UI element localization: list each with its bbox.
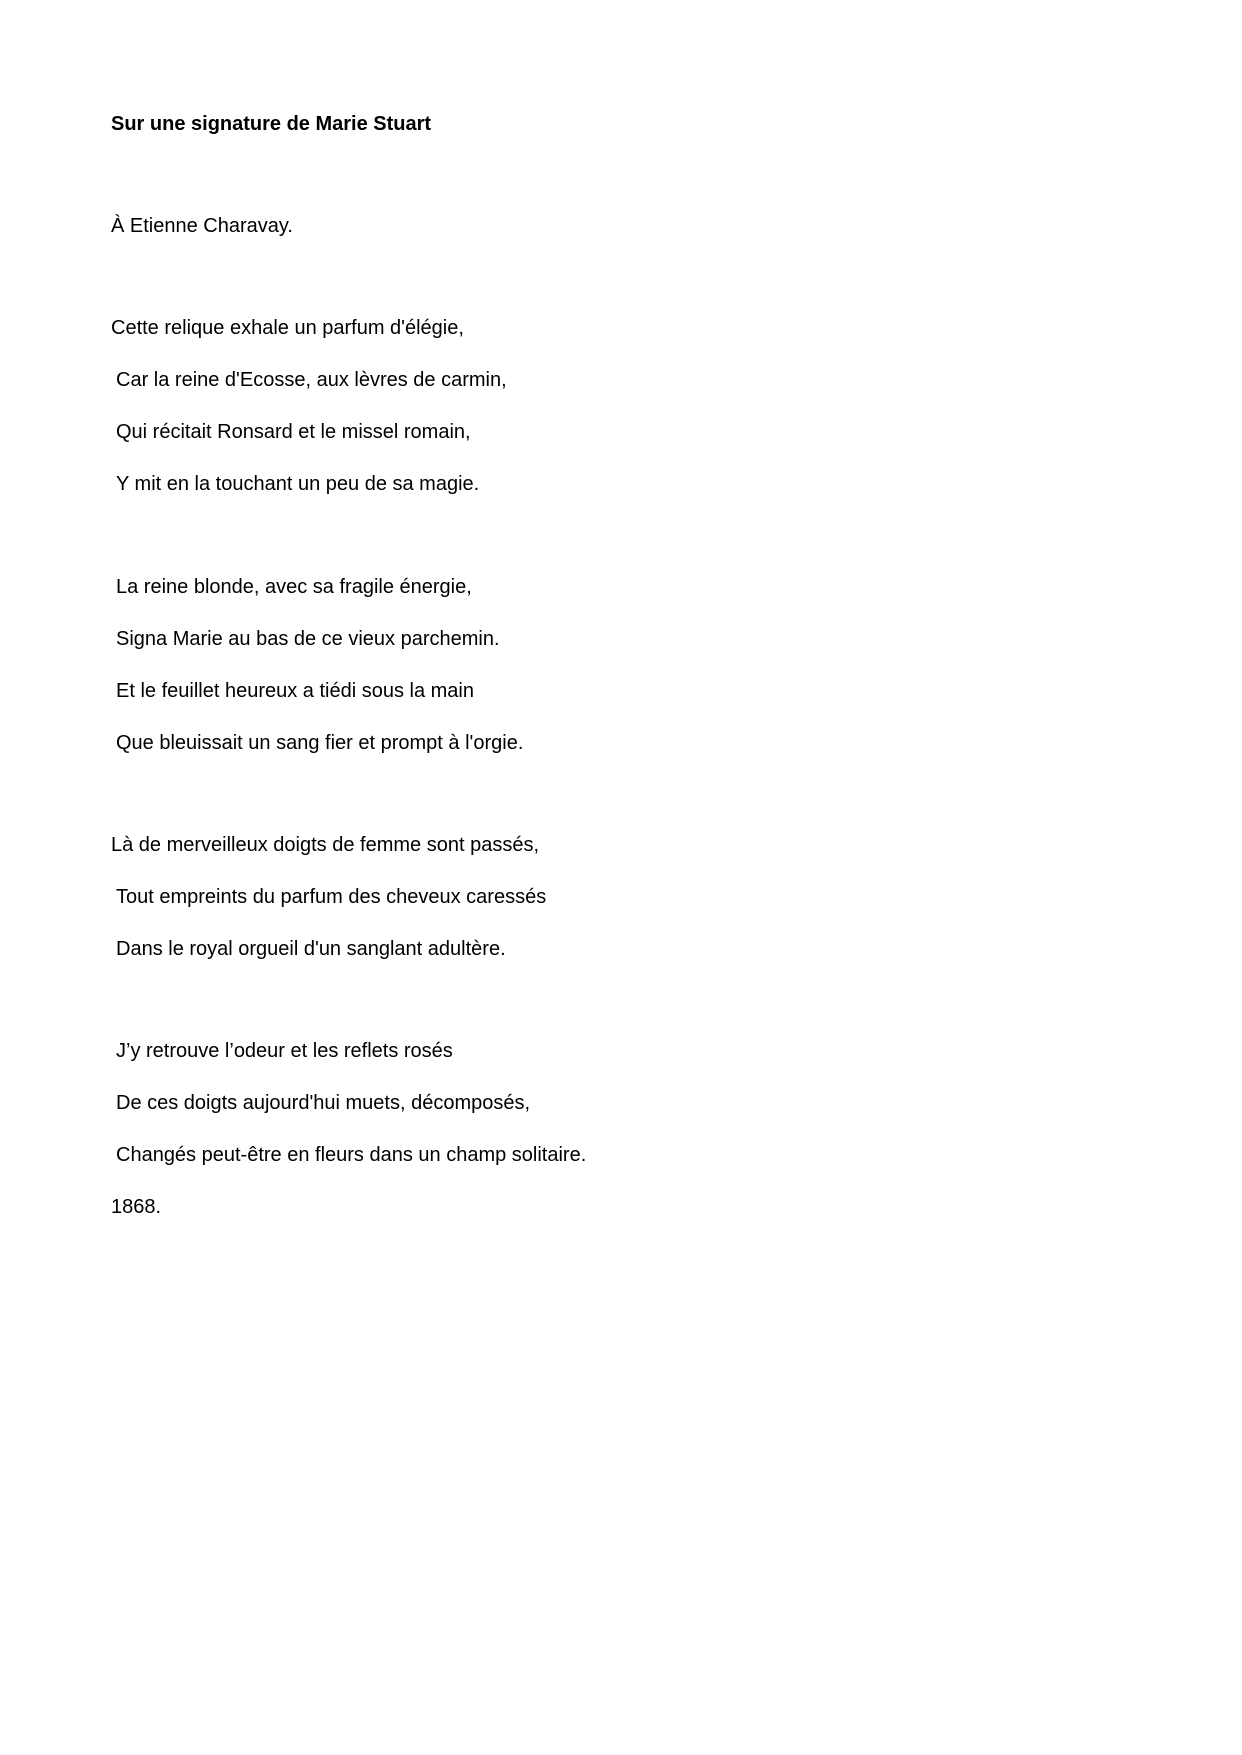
stanza-4-line-3: Changés peut-être en fleurs dans un champ solitaire. [116, 1144, 587, 1166]
poem-date: 1868. [111, 1196, 162, 1218]
poem-title: Sur une signature de Marie Stuart [111, 113, 432, 135]
stanza-1-line-1: Cette relique exhale un parfum d'élégie, [111, 317, 464, 339]
stanza-4-line-1: J’y retrouve l’odeur et les reflets rosés [116, 1040, 453, 1062]
stanza-3-line-1: Là de merveilleux doigts de femme sont passés, [111, 834, 539, 856]
stanza-1-line-4: Y mit en la touchant un peu de sa magie. [116, 473, 480, 495]
stanza-2-line-1: La reine blonde, avec sa fragile énergie, [116, 576, 472, 598]
stanza-3-line-2: Tout empreints du parfum des cheveux caressés [116, 886, 547, 908]
stanza-4-line-2: De ces doigts aujourd'hui muets, décomposés, [116, 1092, 531, 1114]
stanza-3-line-3: Dans le royal orgueil d'un sanglant adultère. [116, 938, 506, 960]
stanza-2-line-3: Et le feuillet heureux a tiédi sous la main [116, 680, 474, 702]
stanza-2-line-2: Signa Marie au bas de ce vieux parchemin. [116, 628, 500, 650]
stanza-1-line-3: Qui récitait Ronsard et le missel romain, [116, 421, 471, 443]
stanza-1-line-2: Car la reine d'Ecosse, aux lèvres de carmin, [116, 369, 507, 391]
stanza-2-line-4: Que bleuissait un sang fier et prompt à l'orgie. [116, 732, 524, 754]
dedication: À Etienne Charavay. [111, 215, 293, 237]
